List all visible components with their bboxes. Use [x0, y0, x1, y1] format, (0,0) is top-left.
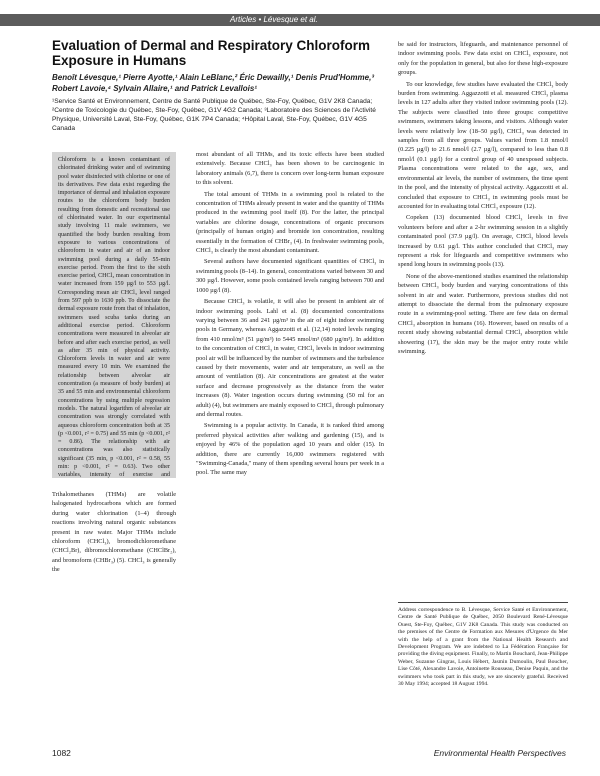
running-header-banner — [0, 14, 600, 26]
running-header-text: Articles • Lévesque et al. — [230, 15, 318, 24]
paragraph: Several authors have documented significant quantities of CHCl₃ in swimming pools (8–14). In general, concentrations varied between 30 and 300 µg/l. However, some pools contained levels ranging between 700 and 1000 µg/l (8). — [196, 258, 384, 294]
paragraph: be said for instructors, lifeguards, and maintenance personnel of indoor swimming pools. Few data exist on CHCl₃ exposure, not only for the population in general, but also for these high-exposure groups. — [398, 41, 568, 77]
paragraph: The total amount of THMs in a swimming pool is related to the concentration of THMs already present in water and the quantity of THMs produced in the swimming pool itself (8). For the latter, the principal variables are chlorine dosage, concentrations of organic precursors (principally of human origin) and bromide ion concentration, resulting essentially in the formation of CHBr₃ (4). In freshwater swimming pools, CHCl₃ is clearly the most abundant contaminant. — [196, 190, 384, 255]
paragraph: None of the above-mentioned studies examined the relationship between CHCl₃ body burden and varying concentrations of this solvent in air and water. Furthermore, previous studies did not attempt to dissociate the dermal from the pulmonary exposure route in a swimming-pool setting. There are few data on dermal CHCl₃ absorption in humans (16). However, based on results of a recent study showing substantial dermal CHCl₃ absorption while showering (17), the skin may be the major entry route while swimming. — [398, 272, 568, 355]
footnote-divider — [398, 602, 568, 603]
journal-name: Environmental Health Perspectives — [433, 748, 566, 758]
correspondence-note: Address correspondence to B. Lévesque, Service Santé et Environnement, Centre de Santé Publique de Québec, 2050 Boulevard René-Lévesque Ouest, Ste-Foy, Québec, G1V 2K8 Canada. This study was conducted on the premises of the Centre de Formation aux Mesures d'Urgence du Mer with the help of a grant from the National Health Research and Development Program. We are indebted to La Fédération Française for providing the diving equipment. Finally, to Martin Bouchard, Jean-Philippe Weber, Suzanne Gingras, Louis Hébert, Jasmin Dumoulin, Paul Boucher, Lise Côté, Alexandre Lavoie, Antoinette Rousseau, Denise Paquin, and the swimmers who took part in this study, we are sincerely grateful. Received 30 May 1994; accepted 18 August 1994. — [398, 607, 568, 688]
abstract-box: Chloroform is a known contaminant of chlorinated drinking water and of swimming pool water disinfected with chlorine or one of its derivatives. Few data exist regarding the importance of dermal and inhalation exposure routes to the chloroform body burden resulting from domestic and recreational use of chlorinated water. In our experimental study involving 11 male swimmers, we quantified the body burden resulting from exposure to various concentrations of chloroform in water and air of an indoor swimming pool during a daily 55-min exercise period. From the first to the sixth exercise period, CHCl₃ mean concentration in water increased from 159 µg/l to 553 µg/l. Corresponding mean air CHCl₃ level ranged from 597 ppb to 1630 ppb. To dissociate the dermal exposure route from that of inhalation, swimmers used scuba tanks during an additional exercise period. Chloroform concentrations were measured in alveolar air before and after each exercise period, as well as after 35 min of physical activity. Chloroform levels in water and air were measured every 10 min. We examined the relationship between alveolar air concentration (a measure of body burden) at 35 and 55 min and environmental chloroform concentrations by using multiple regression models. The natural logarithm of alveolar air concentration was strongly correlated with aqueous chloroform concentration both at 35 (p <0.001, r² = 0.75) and 55 min (p <0.001, r² = 0.86). The relationship with air concentrations was also statistically significant (35 min, p <0.001, r² = 0.58, 55 min: p <0.001, r² = 0.63). Two other variables, intensity of exercise and — [52, 152, 176, 478]
article-title: Evaluation of Dermal and Respiratory Chloroform Exposure in Humans — [52, 38, 371, 68]
paragraph: To our knowledge, few studies have evaluated the CHCl₃ body burden from swimming. Aggazzotti et al. measured CHCl₃ plasma levels in 127 adults after they visited indoor swimming pools (12). The subjects were classified into three groups: competitive swimmers, swimmers taking lessons, and visitors. Although water levels were relatively low (18–50 µg/l), CHCl₃ was detected in samples from all three groups. Values varied from 1.8 nmol/l (0.225 µg/l) to 21.6 nmol/l (2.7 µg/l), compared to less than 0.8 nmol/l (0.1 µg/l) for a control group of 40 unexposed subjects. Plasma concentrations were related to the age, sex, and environmental air levels, the number of swimmers, the time spent in the pool, and the intensity of physical activity. Aggazzotti et al. concluded that exposure to CHCl₃ in swimming pools must be accounted for in evaluating total CHCl₃ exposure (12). — [398, 80, 568, 210]
body-column-3 — [398, 40, 568, 600]
paragraph: most abundant of all THMs, and its toxic effects have been studied extensively. Because CHCl₃ has been shown to be carcinogenic in laboratory animals (6,7), there is concern over long-term human exposure to this solvent. — [196, 151, 384, 187]
paragraph: Because CHCl₃ is volatile, it will also be present in ambient air of indoor swimming pools. Lahl et al. (8) documented concentrations varying between 36 and 241 µg/m³ in the air of eight indoor swimming pools in Germany, whereas Aggazzotti et al. (12,14) noted levels ranging from 410 nmol/m³ (51 µg/m³) to 5445 nmol/m³ (680 µg/m³). In addition to the concentration of CHCl₃ in water, CHCl₃ levels in indoor swimming pool air will be influenced by the number of swimmers and the turbulence caused by their movements, water and air temperature, as well as the amount of ventilation (8). Air concentrations are greatest at the water surface and decrease progressively as the distance from the water increases (8). Water ingestion occurs during swimming (50 ml for an adult) (4), but swimmers are mainly exposed to CHCl₃ through pulmonary and dermal routes. — [196, 298, 384, 418]
body-column-1 — [52, 490, 176, 745]
affiliations: ¹Service Santé et Environnement, Centre de Santé Publique de Québec, Ste-Foy, Québec, G1V 2K8 Canada; ²Centre de Toxicologie du Québec, Ste-Foy, Québec, G1V 4G2 Canada; ³Laboratoire des Sciences de l'Activité Physique, Université Laval, Ste-Foy, Québec, G1K 7P4 Canada; ⁴Hôpital Laval, Ste-Foy, Québec, G1V 4G5 Canada — [52, 98, 376, 132]
body-column-2 — [196, 150, 384, 745]
page-number: 1082 — [52, 748, 71, 758]
author-list: Benoît Lévesque,¹ Pierre Ayotte,¹ Alain LeBlanc,² Éric Dewailly,¹ Denis Prud'Homme,³ Robert Lavoie,⁴ Sylvain Allaire,¹ and Patrick Levallois¹ — [52, 73, 374, 93]
paragraph: Trihalomethanes (THMs) are volatile halogenated hydrocarbons which are formed during water chlorination (1–4) through reactions involving natural organic substances present in raw water. Major THMs include chloroform (CHCl₃), bromodichloromethane (CHCl₂Br), dibromochloromethane (CHClBr₂), and bromoform (CHBr₃) (5). CHCl₃ is generally the — [52, 491, 176, 574]
paragraph: Swimming is a popular activity. In Canada, it is ranked third among preferred physical activities after walking and gardening (15), and is enjoyed by 46% of the population aged 10 years and older (15). In addition, there are currently 16,000 swimmers registered with "Swimming-Canada," many of them spending several hours per week in a pool. The same may — [196, 422, 384, 477]
paragraph: Copeken (13) documented blood CHCl₃ levels in five volunteers before and after a 2-hr swimming session in a slightly contaminated pool (37.9 µg/l). On average, CHCl₃ blood levels increased by 0.61 µg/l. This author concluded that CHCl₃ may represent a risk for lifeguards and competitive swimmers who spend long hours in swimming pools (13). — [398, 214, 568, 269]
